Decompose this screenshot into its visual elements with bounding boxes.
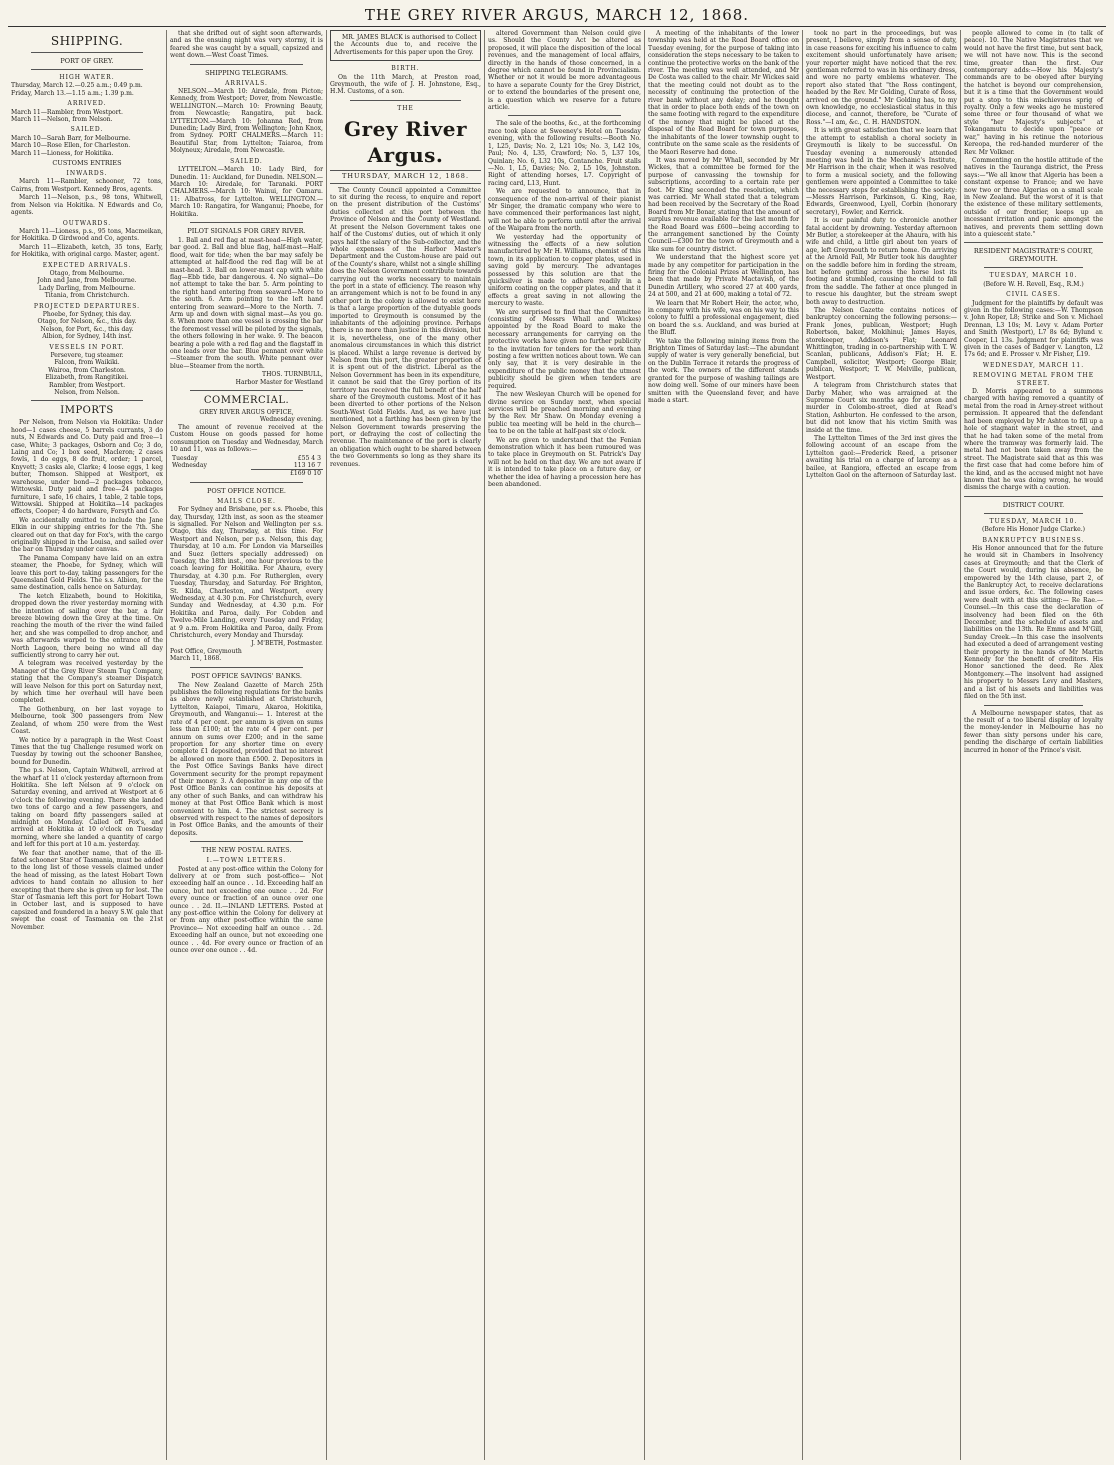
revenue-day: Wednesday bbox=[172, 462, 207, 470]
rm-court-before: (Before W. H. Revell, Esq., R.M.) bbox=[983, 280, 1084, 288]
rm-court-date-2: WEDNESDAY, MARCH 11. bbox=[982, 361, 1085, 369]
divider bbox=[190, 667, 303, 668]
news-paragraph: It is our painful duty to chronicle another fatal accident by drowning. Yesterday afternoon Mr Butler, a storekeeper at the Ahaura, with his wife and child, a little girl about ten years of age, left Greymouth to return home. On arriving at the Arnold Fall, Mr Butler took his daughter on the saddle before him in fording the stream, but before getting across the horse lost its footing and stumbled, causing the child to fall from the saddle. The father at once plunged in to rescue his daughter, but the stream swept both away to destruction. bbox=[806, 217, 957, 306]
divider bbox=[984, 513, 1083, 514]
projected-departure: Otago, for Nelson, &c., this day. bbox=[37, 318, 137, 326]
pilot-signals-title: PILOT SIGNALS FOR GREY RIVER. bbox=[187, 226, 306, 235]
news-paragraph: We are requested to announce, that in consequence of the non-arrival of their pianist Mr Singer, the dramatic company who were to have commenced their performances last night, will not be able to perform until after the arrival of the Waipara from the north. bbox=[488, 188, 641, 233]
telegram-arrivals: NELSON.—March 10: Airedale, from Picton; Kennedy, from Westport; Dover, from Newcastle. WELLINGTON.—March 10: Frowning Beauty, from Newcastle; Rangatira, put back. LYTTELTON.—March 10: Johanna Red, from Dunedin; Lady Bird, from Wellington; John Knox, from Sydney. PORT CHALMERS.—March 11: Beautiful Star, from Lyttelton; Taiaroa, from Molyneux; Airedale, from Newcastle. bbox=[170, 88, 323, 155]
highwater-line: Thursday, March 12.—0.25 a.m.; 0.49 p.m. bbox=[11, 82, 143, 90]
news-paragraph: The new Wesleyan Church will be opened for divine service on Sunday next, when special services will be preached morning and evening by the Rev. Mr Shaw. On Monday evening a public tea meeting will be held in the church—tea to be on the table at half-past six o'clock. bbox=[488, 391, 641, 436]
arrived-line: March 11—Rambler, from Westport. bbox=[11, 108, 123, 116]
divider bbox=[31, 52, 143, 53]
post-office-date: March 11, 1868. bbox=[170, 655, 222, 663]
rm-court-text-2: D. Morris appeared to a summons charged with having removed a quantity of metal from the road in Arney-street without permission. It appeared that the defendant had been employed by Mr Ashton to fill up a hole of stagnant water in the street, and that he had taken some of the metal from where the tramway was formerly laid. The metal had not been taken away from the street. The Magistrate said that as this was the first case that had come before him of the kind, and as the accused might not have known that he was doing wrong, he would dismiss the charge with a caution. bbox=[964, 388, 1103, 492]
divider bbox=[190, 64, 303, 65]
collector-notice-text: MR. JAMES BLACK is authorised to Collect the Accounts due to, and receive the Advertisements for this paper upon the Grey. bbox=[334, 34, 477, 56]
inwards-entry: March 11—Rambler, schooner, 72 tons, Cairns, from Westport. Kennedy Bros, agents. bbox=[11, 178, 163, 193]
column-5 bbox=[644, 30, 802, 1460]
expected-arrival: Lady Darling, from Melbourne. bbox=[38, 284, 136, 292]
rm-civil-cases: CIVIL CASES. bbox=[1006, 291, 1061, 299]
district-court-text: His Honor announced that for the future he would sit in Chambers in Insolvency cases at Greymouth; and that the Clerk of the Court would, during his absence, be empowered by the 14th clause, part 2, of the Bankruptcy Act, to receive declarations and issue orders, &c. The following cases were dealt with at this sitting:— Re Rae.—Counsel.—In this case the declaration of insolvency had been filed on the 6th December, and the schedule of assets and liabilities on the 13th. Re Emms and M'Gill, Sunday Creek.—In this case the insolvents had executed a deed of arrangement vesting their property in the hands of Mr Martin Kennedy for the benefit of creditors. His Honor sanctioned the deed. Re Alex Montgomery.—The insolvent had assigned his property to Messrs Levy and Masters, and a list of his assets and liabilities was filed on the 5th inst. bbox=[964, 544, 1103, 701]
vessel-in-port: Rambler, from Westport. bbox=[48, 381, 126, 389]
nameplate: Grey River Argus. bbox=[343, 117, 468, 168]
divider bbox=[508, 115, 621, 116]
imports-text: Per Nelson, from Nelson via Hokitika: Under hood—1 cases cheese, 5 barrels currants, 3 do nuts, N Edwards and Co. Duty paid and free—1 case, White; 3 packages, Osborn and Co; 3 do, Laing and Co; 1 box seed, Macleron; 2 cases fowls, 1 do eggs, 8 do fruit, order; 1 parcel, Knyvett; 3 casks ale, Clarke; 4 loose eggs, 1 keg butter, Thomson. Shipped at Westport, ex warehouse, under bond—2 packages tobacco, Wittowski. Duty paid and free—24 packages furniture, 1 safe, 16 chairs, 1 table, 2 table tops, Wittowski. Shipped at Hokitika—14 packages effects, Cooper; 4 do hardware, Forsyth and Co. bbox=[11, 419, 163, 516]
mails-close-heading: MAILS CLOSE. bbox=[217, 497, 276, 505]
projected-departures-heading: PROJECTED DEPARTURES. bbox=[33, 302, 141, 310]
port-title: PORT OF GREY. bbox=[60, 57, 114, 65]
news-paragraph: A Melbourne newspaper states, that as the result of a too liberal display of loyalty the money-lender in Melbourne has no fewer than sixty persons under his care, pending the discharge of certain liabilities incurred in honor of the Prince's visit. bbox=[964, 709, 1103, 754]
shipping-note: We notice by a paragraph in the West Coast Times that the tug Challenge resumed work on Tuesday by towing out the schooner Banshee, bound for Dunedin. bbox=[11, 736, 163, 766]
collector-notice bbox=[330, 30, 481, 61]
expected-arrival: John and Jane, from Melbourne. bbox=[37, 277, 137, 285]
customs-title: CUSTOMS ENTRIES bbox=[52, 159, 122, 168]
column-6 bbox=[802, 30, 960, 1460]
divider bbox=[984, 267, 1083, 268]
leader-continuation: altered Government than Nelson could give us. Should the County Act be altered as proposed, it will place the disposition of the local revenues, and the management of local affairs, directly in the hands of those concerned, in a degree which cannot be found in Provincialism. Whether or not it would be more advantageous to have a separate County for the Grey District, or to extend the boundaries of the present one, is a question which we reserve for a future article. bbox=[488, 30, 641, 112]
shipping-note: The Gothenburg, on her last voyage to Melbourne, took 300 passengers from New Zealand, of whom 250 were from the West Coast. bbox=[11, 705, 163, 736]
postal-rates-text: Posted at any post-office within the Colony for delivery at or from such post-office— Not exceeding half an ounce . . 1d. Exceeding half an ounce, but not exceeding one ounce . . 2d. For every ounce or fraction of an ounce over one ounce . . 2d. II.—INLAND LETTERS. Posted at any post-office within the Colony for delivery at or from any other post-office within the same Province— Not exceeding half an ounce . . 2d. Exceeding half an ounce, but not exceeding one ounce . . 4d. For every ounce or fraction of an ounce over one ounce . . 4d. bbox=[170, 865, 323, 955]
nameplate-the: THE bbox=[397, 104, 414, 112]
divider bbox=[31, 400, 143, 401]
divider bbox=[190, 390, 303, 391]
divider bbox=[31, 69, 143, 70]
projected-departure: Nelson, for Port, &c., this day. bbox=[40, 325, 134, 333]
sailed-line: March 10—Rose Ellen, for Charleston. bbox=[11, 142, 131, 150]
divider bbox=[984, 705, 1083, 706]
column-3 bbox=[326, 30, 484, 1460]
column-1 bbox=[8, 30, 166, 1460]
columns bbox=[8, 30, 1106, 1460]
highwater-line: Friday, March 13.—1.15 a.m.; 1.39 p.m. bbox=[11, 89, 134, 97]
arrived-heading: ARRIVED. bbox=[67, 100, 107, 108]
district-court-before: (Before His Honor Judge Clarke.) bbox=[981, 526, 1086, 534]
news-paragraph: We yesterday had the opportunity of witnessing the effects of a new solution manufactured by Mr H. Williams, chemist of this town, in its application to copper plates, used in saving gold by mercury. The advantages possessed by this solution are that the quicksilver is made to adhere readily in a uniform coating on the copper plates, and that it effects a great saving in not allowing the mercury to waste. bbox=[488, 233, 641, 308]
shipping-note: The Panama Company have laid on an extra steamer, the Phoebe, for Sydney, which will leave this port to-day, taking passengers for the Queensland Gold Fields. The s.s. Albion, for the same destination, calls hence on Saturday. bbox=[11, 554, 163, 592]
divider bbox=[964, 242, 1103, 243]
news-paragraph: Commenting on the hostile attitude of the natives in the Tauranga district, the Press says:—"We all know that Algeria has been a constant expense to France; and we have now two or three Algerias on a small scale in New Zealand. But the worst of it is that the existence of these military settlements, outside of our frontier, keeps up an incessant irritation and panic amongst the natives, and prevents them settling down into a quiescent state." bbox=[964, 156, 1103, 238]
shipping-note: The p.s. Nelson, Captain Whitwell, arrived at the wharf at 11 o'clock yesterday afternoon from Hokitika. She left Nelson at 9 o'clock on Saturday evening, and arrived at Westport at 6 o'clock the following evening. There she landed two tons of cargo and a few passengers, and taking on board fifty passengers sailed at midnight on Monday. Called off Fox's, and arrived at Hokitika at 10 o'clock on Tuesday morning, where she landed a quantity of cargo and left for this port at 10 a.m. yesterday. bbox=[11, 767, 163, 849]
sailed-line: March 10—Sarah Barr, for Melbourne. bbox=[11, 134, 131, 142]
shipping-note: We accidentally omitted to include the Jane Elkin in our shipping entries for the 7th. She cleared out on that day for Fox's, with the cargo originally shipped in the Louisa, and sailed over the bar on Thursday under canvas. bbox=[11, 516, 163, 554]
news-paragraph: We understand that the highest score yet made by any competitor for participation in the firing for the Colonial Prizes at Wellington, has been that made by Private Mactavish, of the Dunedin Artillery, who scored 27 at 400 yards, 24 at 500, and 21 at 600, making a total of 72. bbox=[648, 254, 799, 299]
rm-court-text: Judgment for the plaintiffs by default was given in the following cases:—W. Thompson v. John Roper, L8; Strike and Son v. Michael Drennan, L3 10s; M. Levy v. Adam Porter and Smith (Westport), L7 8s 6d; Bylund v. Cooper, L1 13s. Judgment for plaintiffs was given in the cases of Badger v. Langton, L2 17s 6d; and E. Prosser v. Mr Fisher, L19. bbox=[964, 299, 1103, 359]
outwards-heading: OUTWARDS. bbox=[62, 219, 112, 227]
sailed-line: March 11—Lioness, for Hokitika. bbox=[11, 149, 114, 157]
news-paragraph: A telegram from Christchurch states that Darby Maher, who was arraigned at the Supreme Court six months ago for arson and murder in Colombo-street, died at Read's Station, Ashburton. He confessed to the arson, but did not know that his victim Smith was inside at the time. bbox=[806, 382, 957, 434]
post-office-place: Post Office, Greymouth bbox=[170, 647, 242, 655]
rm-court-date: TUESDAY, MARCH 10. bbox=[989, 272, 1078, 280]
highwater-heading: HIGH WATER. bbox=[59, 74, 115, 81]
revenue-amount: 113 16 7 bbox=[293, 461, 321, 469]
telegram-sailed: LYTTELTON.—March 10: Lady Bird, for Dunedin. 11: Auckland, for Dunedin. NELSON.—March 10: Airedale, for Taranaki. PORT CHALMERS.—March 10: Wainui, for Oamaru. 11: Albatross, for Lyttelton. WELLINGTON.—March 10: Rangatira, for Wanganui; Phoebe, for Hokitika. bbox=[170, 166, 323, 218]
shipping-title: SHIPPING. bbox=[50, 34, 124, 48]
rm-court-title: RESIDENT MAGISTRATE'S COURT, GREYMOUTH. bbox=[973, 247, 1094, 264]
birth-text: On the 11th March, at Preston road, Greymouth, the wife of J. H. Johnstone, Esq., H.M. Customs, of a son. bbox=[330, 73, 481, 96]
revenue-day: Tuesday bbox=[172, 454, 198, 462]
commercial-office: GREY RIVER ARGUS OFFICE, bbox=[199, 409, 294, 417]
news-paragraph: people allowed to come in (to talk of peace). 10. The Native Magistrates that we would not have the first time, but sent back, we will not have now. This is the second time, greater than the first. Our contemporary adds:—How his Majesty's commands are to be obeyed after burying the hatchet is beyond our comprehension, but it is a time that the Government would put a stop to this mischievous sprig of royalty. Only a few weeks ago he mustered some three or four thousand of what we style "her Majesty's subjects" at Tokangamutu to decide upon "peace or war," having in his retinue the notorious Kereopa, the red-handed murderer of the Rev. Mr Volkner. bbox=[964, 30, 1103, 156]
revenue-row bbox=[170, 462, 323, 470]
dateline: THURSDAY, MARCH 12, 1868. bbox=[330, 170, 481, 183]
shipping-note: A telegram was received yesterday by the Manager of the Grey River Steam Tug Company, stating that the Company's steamer Dispatch will leave Nelson for this port on Saturday next, by which time her overhaul will have been completed. bbox=[11, 660, 163, 705]
expected-arrival: Titania, from Christchurch. bbox=[44, 292, 130, 300]
pilot-signals-text: 1. Ball and red flag at mast-head—High water, bar good. 2. Ball and blue flag, half-mast—Half-flood, wait for tide; when the bar may safely be attempted at half-flood the red flag will be at mast-head. 3. Ball on lower-mast cap with white flag—Ebb tide, bar dangerous. 4. No signal—Do not attempt to take the bar. 5. Arm pointing to the right hand entering from seaward—More to the south. 6. Arm pointing to the left hand entering from seaward—More to the North. 7. Arm up and down with signal mast—As you go. 8. When more than one vessel is crossing the bar the foremost vessel will be piloted by the signals, the others following in her wake. 9. The beacon bearing a pole with a red flag and the flagstaff in one leads over the bar. Blue pennant over white—Steamer from the south. White pennant over blue—Steamer from the north. bbox=[170, 236, 323, 370]
pilot-signature: THOS. TURNBULL, bbox=[262, 371, 323, 379]
news-paragraph: The Lyttelton Times of the 3rd inst gives the following account of an escape from the Lyttelton gaol:—Frederick Reed, a prisoner awaiting his trial on a charge of larceny as a bailee, at Rangiora, effected an escape from Lyttelton Gaol on the afternoon of Saturday last. bbox=[806, 434, 957, 479]
vessels-in-port-heading: VESSELS IN PORT. bbox=[49, 343, 125, 351]
vessel-in-port: Falcon, from Waikiki. bbox=[54, 359, 120, 367]
news-paragraph: It is with great satisfaction that we learn that the attempt to establish a choral society in Greymouth is likely to be successful. On Tuesday evening a numerously attended meeting was held in the Mechanic's Institute, Mr Harrison in the chair, when it was resolved to form a musical society, and the following gentlemen were appointed a Committee to take the necessary steps for establishing the society:—Messrs Harrison, Parkinson, G. King, Rae, Edwards, Greenwood, Lyell, Corbin (honorary secretary), Fowler, and Kerrick. bbox=[806, 127, 957, 216]
continuation-text: that she drifted out of sight soon afterwards, and as the ensuing night was very stormy, it is feared she was caught by a squall, capsized and went down.—West Coast Times. bbox=[170, 30, 323, 60]
vessel-in-port: Elizabeth, from Rangitikei. bbox=[45, 374, 129, 382]
imports-title: IMPORTS bbox=[60, 405, 114, 417]
expected-arrivals-heading: EXPECTED ARRIVALS. bbox=[42, 261, 132, 269]
shipping-note: We fear that another name, that of the ill-fated schooner Star of Tasmania, must be added to the long list of those vessels claimed under the head of missing, as the latest Hobart Town advices to hand contain no allusion to her excepting that there she is given up for lost. The Star of Tasmania left this port for Hobart Town in October last, and is supposed to have capsized and foundered in a heavy S.W. gale that swept the coast of Tasmania on the 21st November. bbox=[11, 849, 163, 931]
vessel-in-port: Wairoa, from Charleston. bbox=[48, 366, 126, 374]
column-7 bbox=[960, 30, 1106, 1460]
commercial-title: COMMERCIAL. bbox=[203, 395, 290, 407]
district-court-title: DISTRICT COURT. bbox=[1002, 500, 1065, 509]
projected-departure: Albion, for Sydney, 14th inst. bbox=[42, 333, 132, 341]
savings-banks-text: The New Zealand Gazette of March 25th publishes the following regulations for the banks as above newly established at Christchurch, Lyttelton, Kaiapoi, Timaru, Akaroa, Hokitika, Greymouth, and Wanganui:— 1. Interest at the rate of 4 per cent. per annum is given on sums less than £100; at the rate of 4 per cent. per annum on sums over £200; and in the same proportion for any shorter time on every complete £1 deposited, provided that no interest be allowed on more than £500. 2. Depositors in the Post Office Savings Banks have direct Government security for the prompt repayment of their money. 3. A depositor in any one of the Post Office Banks can continue his deposits at any other of such Banks, and can withdraw his money at that Post Office Bank which is most convenient to him. 4. The strictest secrecy is observed with respect to the names of depositors in Post Office Banks, and the amounts of their deposits. bbox=[170, 681, 323, 837]
column-2 bbox=[166, 30, 326, 1460]
rm-court-case-title: REMOVING METAL FROM THE STREET. bbox=[972, 372, 1095, 387]
news-paragraph: It was moved by Mr Whall, seconded by Mr Wickes, that a committee be formed for the purpose of canvassing the township for subscriptions, according to a certain rate per foot. Mr King seconded the resolution, which was carried. Mr Whall stated that a telegram had been received by the Secretary of the Road Board from Mr Bonar, stating that the amount of surplus revenue available for the last month for the Road Board was £600—being according to the arrangement sanctioned by the County Council—£300 for the town of Greymouth and a like sum for country district. bbox=[648, 156, 799, 253]
inwards-entry: March 11—Nelson, p.s., 98 tons, Whitwell, from Nelson via Hokitika. N Edwards and Co, agents. bbox=[11, 194, 163, 217]
leader-article: The County Council appointed a Committee to sit during the recess, to enquire and report on the present distribution of the Customs' duties collected at this port between the Province of Nelson and the County of Westland. At present the Nelson Government takes one half of the Customs' duties, out of which it only pays half the salary of the Sub-collector, and the whole expenses of the Harbor Master's Department and the Custom-house are paid out of the County's share, whilst not a single shilling does the Nelson Government contribute towards carrying out the works necessary to maintain the port in a state of efficiency. The reason why an arrangement which is not to be found in any other port in the colony is allowed to exist here is that a large proportion of the dutyable goods imported to Greymouth is consumed by the inhabitants of the adjoining province. Perhaps there is no more than justice in this division, but it is, nevertheless, one of the many other anomalous circumstances in which this district is placed. Whilst a large revenue is derived by Nelson from this port, the greater proportion of it is spent out of the district. Liberal as the Nelson Government has been in its expenditure, it cannot be said that the Grey portion of its territory has received the full benefit of the half share of the Greymouth customs. Most of it has been diverted to other portions of the Nelson South-West Gold Fields. And, as we have just mentioned, not a farthing has been given by the Nelson Government towards preserving the port, or defraying the cost of collecting the revenue. The maintenance of the port is clearly an obligation which ought to be shared between the two Governments so long as they share its revenues. bbox=[330, 186, 481, 468]
divider bbox=[190, 841, 303, 842]
news-paragraph: We are surprised to find that the Committee (consisting of Messrs Whall and Wickes) appointed by the Road Board to make the necessary arrangements for carrying on the protective works have given no further publicity to the invitation for tenders for the work than posting a few written notices about town. We can only say, that it is very desirable in the expenditure of the public money that the utmost publicity should be given when tenders are required. bbox=[488, 308, 641, 390]
telegram-arrivals-heading: ARRIVALS. bbox=[225, 79, 268, 87]
inwards-heading: INWARDS. bbox=[66, 170, 108, 178]
revenue-table bbox=[170, 455, 323, 478]
arrived-line: March 11—Nelson, from Nelson. bbox=[11, 116, 113, 124]
birth-heading: BIRTH. bbox=[391, 65, 420, 73]
postmaster-signature: J. M'BETH, Postmaster. bbox=[251, 640, 323, 648]
divider bbox=[190, 222, 303, 223]
divider bbox=[350, 100, 461, 101]
revenue-total-row bbox=[170, 470, 323, 478]
vessel-in-port: Nelson, from Nelson. bbox=[54, 389, 120, 397]
postal-rates-title: THE NEW POSTAL RATES. bbox=[201, 846, 292, 855]
masthead: THE GREY RIVER ARGUS, MARCH 12, 1868. bbox=[8, 6, 1106, 27]
sailed-heading: SAILED. bbox=[70, 126, 104, 134]
divider bbox=[964, 496, 1103, 497]
postal-rates-subheading: I.—TOWN LETTERS. bbox=[206, 857, 287, 865]
commercial-day: Wednesday evening. bbox=[259, 416, 323, 424]
divider bbox=[190, 482, 303, 483]
revenue-total: £169 0 10 bbox=[251, 470, 323, 478]
mails-close-text: For Sydney and Brisbane, per s.s. Phoebe, this day, Thursday, 12th inst, as soon as the steamer is signalled. For Nelson and Wellington per s.s. Otago, this day, Thursday, at this time. For Westport and Nelson, per p.s. Nelson, this day, Thursday, at 10 a.m. For London via Marseilles and Suez (letters specially addressed) on Tuesday, the 18th inst., one hour previous to the coach leaving for Hokitika. For Ahaura, every Thursday, at 4.30 p.m. For Rutherglen, every Tuesday, Thursday, and Saturday. For Brighton, St. Kilda, Charleston, and Westport, every Wednesday, at 4.30 p.m. For Christchurch, every Sunday and Wednesday, at 4.30 p.m. For Hokitika and Paroa, daily. For Cobden and Twelve-Mile Landing, every Tuesday and Friday, at 9 a.m. From Hokitika and Paroa, daily. From Christchurch, every Monday and Thursday. bbox=[170, 506, 323, 640]
post-office-title: POST OFFICE NOTICE. bbox=[207, 486, 286, 495]
vessel-in-port: Persevere, tug steamer. bbox=[50, 352, 124, 359]
news-paragraph: The Nelson Gazette contains notices of bankruptcy concerning the following persons:—Frank Jones, publican, Westport; Hugh Robertson, baker, Mokihinui; James Hayes, storekeeper, Addison's Flat; Leonard Whittington, trading in co-partnership with T. W. Scanlan, publicans, Addison's Flat; H. E. Campbell, solicitor, Westport; George Blair, publican, Westport; T. W. Melville, publican, Westport. bbox=[806, 307, 957, 381]
revenue-row bbox=[170, 455, 323, 462]
expected-arrival: Otago, from Melbourne. bbox=[49, 269, 125, 277]
revenue-amount: £55 4 3 bbox=[297, 454, 321, 462]
shipping-telegrams-title: SHIPPING TELEGRAMS. bbox=[205, 68, 288, 77]
district-court-date: TUESDAY, MARCH 10. bbox=[989, 517, 1078, 525]
column-4 bbox=[484, 30, 644, 1460]
outwards-entry: March 11—Elizabeth, ketch, 35 tons, Early, for Hokitika, with original cargo. Master, agent. bbox=[11, 243, 163, 259]
news-paragraph: We take the following mining items from the Brighton Times of Saturday last:—The abundant supply of water is very generally beneficial, but on the Dublin Terrace it retards the progress of the work. The owners of the different stands granted for the purpose of washing tailings are now doing well. Some of our miners have been smitten with the Queensland fever, and have made a start. bbox=[648, 337, 799, 404]
news-paragraph: took no part in the proceedings, but was present, I believe, simply from a sense of duty, in case reasons for exciting his influence to calm excitement should unfortunately have arisen; your reporter might have noticed that the rev. gentleman referred to was in his ordinary dress, and wore no party emblems whatever. The report also stated that "the Ross contingent, headed by the Rev. Mr Golding, Curate of Ross, arrived on the ground." Mr Golding has, to my own knowledge, no ecclesiastical status in this diocese, and cannot, therefore, be "Curate of Ross."—I am, &c., C. H. HANDSTON. bbox=[806, 30, 957, 126]
news-paragraph: A meeting of the inhabitants of the lower township was held at the Road Board office on Tuesday evening, for the purpose of taking into consideration the steps necessary to be taken to continue the protective works on the bank of the river. The meeting was well attended, and Mr De Costa was called to the chair. Mr Wickes said that the meeting could not doubt as to the necessity of continuing the protection of the river bank without any delay; and he thought that in order to place both ends of the town on the same footing with regard to the expenditure of the money that might be placed at the disposal of the Road Board for town purposes, the inhabitants of the lower township ought to contribute on the same scale as the residents of the Maori Reserve had done. bbox=[648, 30, 799, 156]
projected-departure: Phoebe, for Sydney, this day. bbox=[42, 310, 132, 318]
savings-banks-title: POST OFFICE SAVINGS' BANKS. bbox=[191, 671, 302, 680]
news-paragraph: The sale of the booths, &c., at the forthcoming race took place at Sweeney's Hotel on Tuesday evening, with the following results:—Booth No. 1, L25, Davis; No. 2, L21 10s; No. 3, L42 10s, Paul; No. 4, L35, Crawford; No. 5, L37 10s, Quinlan; No. 6, L32 10s, Contanche. Fruit stalls—No. 1, L5, Davies; No. 2, L5 10s, Johnston. Right of attending horses, L7. Copyright of racing card, L13, Hunt. bbox=[488, 120, 641, 187]
telegram-sailed-heading: SAILED. bbox=[230, 157, 263, 165]
news-paragraph: We are given to understand that the Fenian demonstration which it has been rumoured was to take place in Greymouth on St. Patrick's Day will not be held on that day. We are not aware if it is intended to take place on a future day, or whether the idea of having a procession here has been abandoned. bbox=[488, 436, 641, 488]
outwards-entry: March 11—Lioness, p.s., 95 tons, Macmeikan, for Hokitika. D Girdwood and Co, agents. bbox=[11, 227, 163, 243]
pilot-signature-role: Harbor Master for Westland bbox=[235, 378, 323, 386]
shipping-note: The ketch Elizabeth, bound to Hokitika, dropped down the river yesterday morning with the intention of sailing over the bar, a fair breeze blowing down the Grey at the time. On reaching the mouth of the river the wind failed her, and she was compelled to drop anchor, and was afterwards warped to the entrance of the North Lagoon, there being no wind all day sufficiently strong to carry her out. bbox=[11, 592, 163, 660]
district-court-sub: BANKRUPTCY BUSINESS. bbox=[982, 536, 1085, 544]
commercial-text: The amount of revenue received at the Custom House on goods passed for home consumption on Tuesday and Wednesday, March 10 and 11, was as follows:— bbox=[170, 423, 323, 454]
news-paragraph: We learn that Mr Robert Heir, the actor, who, in company with his wife, was on his way to this colony to fulfil a professional engagement, died on board the s.s. Auckland, and was buried at the Bluff. bbox=[648, 299, 799, 337]
